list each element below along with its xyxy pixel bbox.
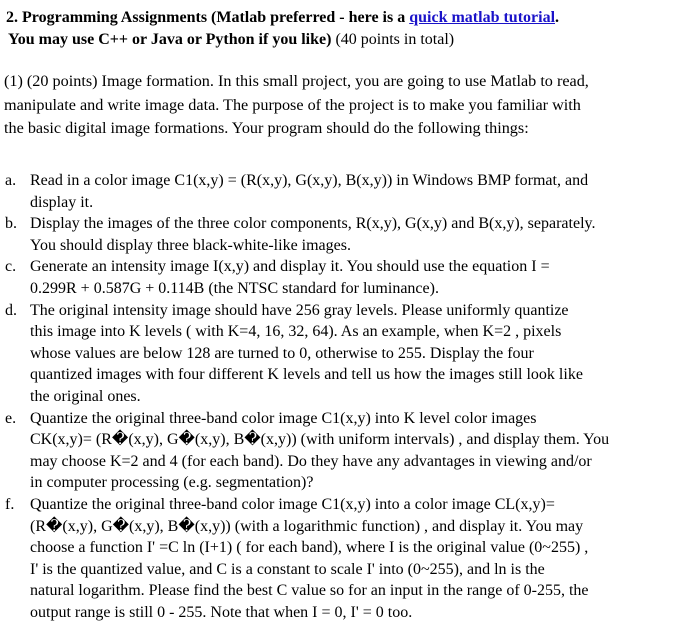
task-text-line: 0.299R + 0.587G + 0.114B (the NTSC standard for luminance). (30, 279, 439, 297)
heading-language-note: You may use C++ or Java or Python if you like) (8, 31, 332, 48)
task-text-line: (R�(x,y), G�(x,y), B�(x,y)) (with a logarithmic function) , and display it. You may (30, 517, 584, 535)
task-text-line: Generate an intensity image I(x,y) and display it. You should use the equation I = (30, 258, 550, 276)
heading-period: . (555, 9, 560, 26)
heading-points: (40 points in total) (331, 31, 455, 48)
task-text-line: Quantize the original three-band color image C1(x,y) into a color image CL(x,y)= (30, 495, 555, 513)
matlab-tutorial-link[interactable]: quick matlab tutorial (409, 9, 556, 26)
list-marker: d. (5, 301, 17, 319)
task-text-line: output range is still 0 - 255. Note that when I = 0, I' = 0 too. (30, 603, 413, 621)
task-item-e (0, 408, 700, 494)
intro-line: manipulate and write image data. The purpose of the project is to make you familiar with (4, 95, 581, 114)
task-item-f (0, 494, 700, 624)
list-marker: c. (5, 258, 17, 276)
task-item-a (0, 170, 700, 213)
task-text-line: this image into K levels ( with K=4, 16, 32, 64). As an example, when K=2 , pixels (30, 323, 562, 341)
task-item-b (0, 213, 700, 256)
task-text-line: whose values are below 128 are turned to 0, otherwise to 255. Display the four (30, 344, 534, 362)
task-text-line: Display the images of the three color components, R(x,y), G(x,y) and B(x,y), separately. (30, 215, 596, 233)
task-text-line: The original intensity image should have 256 gray levels. Please uniformly quantize (30, 301, 569, 319)
task-text-line: choose a function I' =C ln (I+1) ( for each band), where I is the original value (0~255) , (30, 539, 589, 557)
task-text-line: You should display three black-white-like images. (30, 236, 351, 254)
heading-title: 2. Programming Assignments (Matlab preferred - here is a (6, 9, 410, 26)
task-text-line: I' is the quantized value, and C is a constant to scale I' into (0~255), and ln is the (30, 560, 545, 578)
task-text-line: the original ones. (30, 387, 141, 405)
task-text-line: Read in a color image C1(x,y) = (R(x,y), G(x,y), B(x,y)) in Windows BMP format, and (30, 172, 589, 189)
intro-line: the basic digital image formations. Your program should do the following things: (4, 119, 529, 137)
task-text-line: natural logarithm. Please find the best C value so for an input in the range of 0-255, the (30, 582, 589, 600)
heading-line-2 (6, 29, 696, 51)
list-marker: a. (5, 172, 17, 189)
task-list (0, 170, 700, 623)
task-text-line: may choose K=2 and 4 (for each band). Do they have any advantages in viewing and/or (30, 452, 592, 470)
task-text-line: in computer processing (e.g. segmentation)? (30, 474, 314, 492)
list-marker: f. (5, 495, 15, 513)
task-text-line: display it. (30, 193, 94, 211)
task-item-d (0, 300, 700, 408)
list-marker: b. (5, 215, 17, 233)
list-marker: e. (5, 409, 17, 427)
intro-paragraph (4, 70, 694, 141)
assignment-heading (6, 7, 696, 51)
task-text-line: CK(x,y)= (R�(x,y), G�(x,y), B�(x,y)) (with uniform intervals) , and display them. You (30, 431, 610, 449)
heading-line-1 (6, 7, 696, 29)
task-text-line: quantized images with four different K levels and tell us how the images still look like (30, 366, 583, 384)
task-text-line: Quantize the original three-band color image C1(x,y) into K level color images (30, 409, 537, 427)
intro-line: (1) (20 points) Image formation. In this small project, you are going to use Matlab to read, (4, 72, 589, 90)
task-item-c (0, 256, 700, 299)
